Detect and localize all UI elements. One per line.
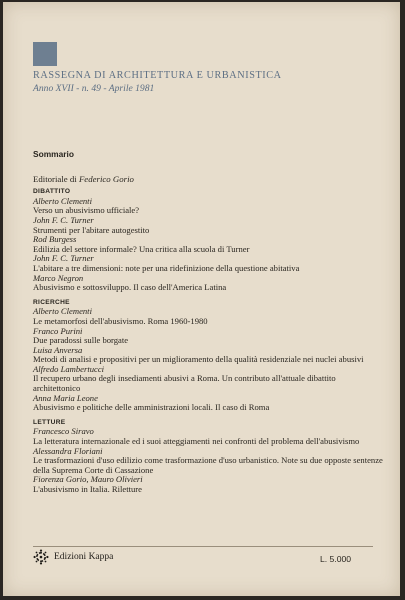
entry-author: Fiorenza Gorio, Mauro Olivieri	[33, 474, 143, 485]
price-label: L. 5.000	[320, 554, 352, 564]
publisher-block	[33, 549, 113, 565]
entry-author: Anna Maria Leone	[33, 392, 98, 403]
entry-title: Le metamorfosi dell'abusivismo. Roma 1960-1980	[33, 315, 208, 326]
entry-title: Abusivismo e politiche delle amministrazioni locali. Il caso di Roma	[33, 402, 270, 413]
entry-title: Due paradossi sulle borgate	[33, 335, 129, 346]
section-title: RICERCHE	[33, 298, 70, 306]
section-title: LETTURE	[33, 418, 66, 426]
entry-author: Alessandra Floriani	[33, 445, 103, 456]
back-cover-page	[3, 2, 400, 596]
entry-title: Metodi di analisi e propositivi per un miglioramento della qualità residenziale nei nuclei abusivi	[33, 354, 364, 365]
editorial-line	[33, 175, 383, 185]
footer-divider	[33, 546, 373, 547]
entry-author: Francesco Siravo	[33, 426, 94, 437]
journal-title: RASSEGNA DI ARCHITETTURA E URBANISTICA	[33, 70, 282, 81]
publisher-name: Edizioni Kappa	[54, 552, 114, 562]
entry-title: Edilizia del settore informale? Una critica alla scuola di Turner	[33, 243, 250, 254]
entry-title: L'abitare a tre dimensioni: note per una ridefinizione della questione abitativa	[33, 262, 300, 273]
entry-author: John F. C. Turner	[33, 253, 94, 264]
kappa-logo-icon	[33, 549, 49, 565]
issue-info: Anno XVII - n. 49 - Aprile 1981	[33, 83, 155, 94]
entry-title: L'abusivismo in Italia. Riletture	[33, 484, 142, 494]
table-of-contents	[33, 150, 383, 495]
section-title: DIBATTITO	[33, 188, 71, 196]
entry-author: Rod Burgess	[33, 234, 77, 245]
entry-title: Strumenti per l'abitare autogestito	[33, 224, 150, 235]
entry-author: Luisa Anversa	[33, 344, 83, 355]
entry-author: Alberto Clementi	[33, 195, 92, 206]
entry-title: Il recupero urbano degli insediamenti abusivi a Roma. Un contributo all'attuale dibattito architettonico	[33, 373, 336, 394]
entry-author: Alberto Clementi	[33, 306, 92, 317]
entry-author: Franco Purini	[33, 325, 83, 336]
entry-author: Marco Negron	[33, 272, 84, 283]
journal-logo-square	[33, 42, 57, 66]
entry-author: Alfredo Lambertucci	[33, 363, 105, 374]
entry-title: Abusivismo e sottosviluppo. Il caso dell'America Latina	[33, 282, 227, 293]
entry-title: Verso un abusivismo ufficiale?	[33, 205, 140, 216]
entry-title: Le trasformazioni d'uso edilizio come trasformazione d'uso urbanistico. Note su due opposte sentenze della Suprema Corte di Cassazione	[33, 455, 383, 475]
contents-heading: Sommario	[33, 149, 74, 159]
entry-author: John F. C. Turner	[33, 214, 94, 225]
entry-title: La letteratura internazionale ed i suoi atteggiamenti nei confronti del problema dell'abusivismo	[33, 436, 360, 447]
editorial-label: Editoriale di	[33, 173, 77, 184]
editorial-author: Federico Gorio	[78, 173, 134, 184]
